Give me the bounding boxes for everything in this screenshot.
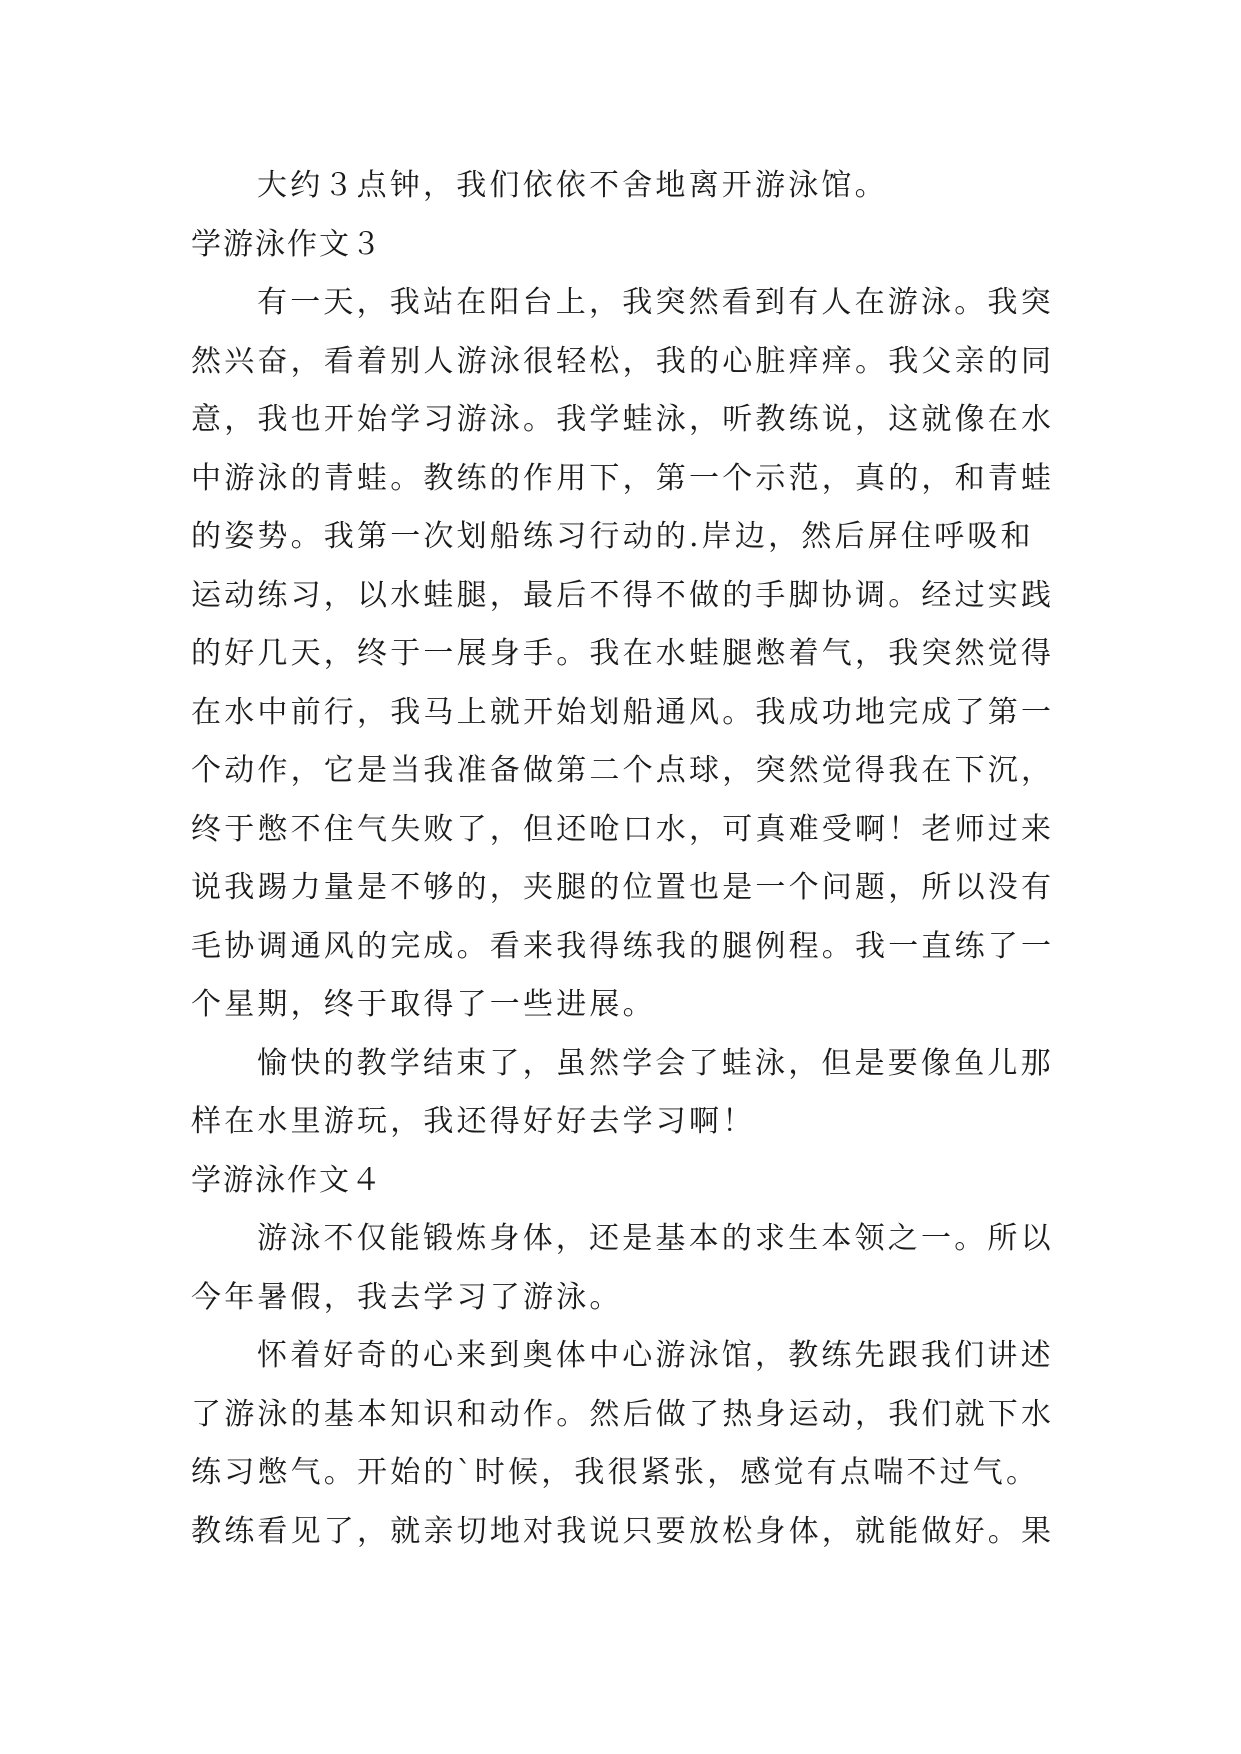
- paragraph-line: 个动作，它是当我准备做第二个点球，突然觉得我在下沉，: [191, 753, 1055, 788]
- document-body: [191, 157, 1061, 1561]
- essay-3-paragraph-1: [191, 274, 1061, 1035]
- paragraph-line: 练习憋气。开始的`时候，我很紧张，感觉有点喘不过气。: [191, 1455, 1040, 1490]
- paragraph-line: 有一天，我站在阳台上，我突然看到有人在游泳。我突: [257, 285, 1054, 320]
- essay-3-paragraph-2: [191, 1035, 1061, 1152]
- paragraph-line: 终于憋不住气失败了，但还呛口水，可真难受啊！老师过来: [191, 811, 1055, 847]
- essay-4-paragraph-1: [191, 1210, 1061, 1327]
- paragraph-line: 愉快的教学结束了，虽然学会了蛙泳，但是要像鱼儿那: [257, 1045, 1054, 1081]
- paragraph-line: 怀着好奇的心来到奥体中心游泳馆，教练先跟我们讲述: [257, 1338, 1054, 1373]
- paragraph-line: 然兴奋，看着别人游泳很轻松，我的心脏痒痒。我父亲的同: [191, 343, 1055, 379]
- paragraph-line: 个星期，终于取得了一些进展。: [191, 987, 656, 1022]
- essay-4-paragraph-2: [191, 1327, 1061, 1561]
- paragraph-line: 意，我也开始学习游泳。我学蛙泳，听教练说，这就像在水: [191, 402, 1055, 437]
- paragraph-line: 毛协调通风的完成。看来我得练我的腿例程。我一直练了一: [191, 928, 1055, 964]
- paragraph-line: 样在水里游玩，我还得好好去学习啊！: [191, 1104, 756, 1139]
- paragraph-line: 运动练习，以水蛙腿，最后不得不做的手脚协调。经过实践: [191, 577, 1055, 613]
- essay-3-heading: 学游泳作文３: [191, 226, 383, 262]
- paragraph-line: 的姿势。我第一次划船练习行动的.岸边，然后屏住呼吸和: [191, 519, 1034, 554]
- paragraph-line: 的好几天，终于一展身手。我在水蛙腿憋着气，我突然觉得: [191, 636, 1055, 671]
- paragraph-line: 说我踢力量是不够的，夹腿的位置也是一个问题，所以没有: [191, 870, 1055, 905]
- paragraph-line: 游泳不仅能锻炼身体，还是基本的求生本领之一。所以: [257, 1221, 1054, 1256]
- paragraph-line: 今年暑假，我去学习了游泳。: [191, 1279, 623, 1315]
- essay-4-heading: 学游泳作文４: [191, 1162, 383, 1198]
- paragraph-line: 在水中前行，我马上就开始划船通风。我成功地完成了第一: [191, 694, 1055, 730]
- paragraph-line: 了游泳的基本知识和动作。然后做了热身运动，我们就下水: [191, 1396, 1055, 1432]
- paragraph-line: 大约３点钟，我们依依不舍地离开游泳馆。: [257, 168, 888, 203]
- paragraph-line: 中游泳的青蛙。教练的作用下，第一个示范，真的，和青蛙: [191, 460, 1055, 496]
- paragraph-line: 教练看见了，就亲切地对我说只要放松身体，就能做好。果: [191, 1513, 1055, 1549]
